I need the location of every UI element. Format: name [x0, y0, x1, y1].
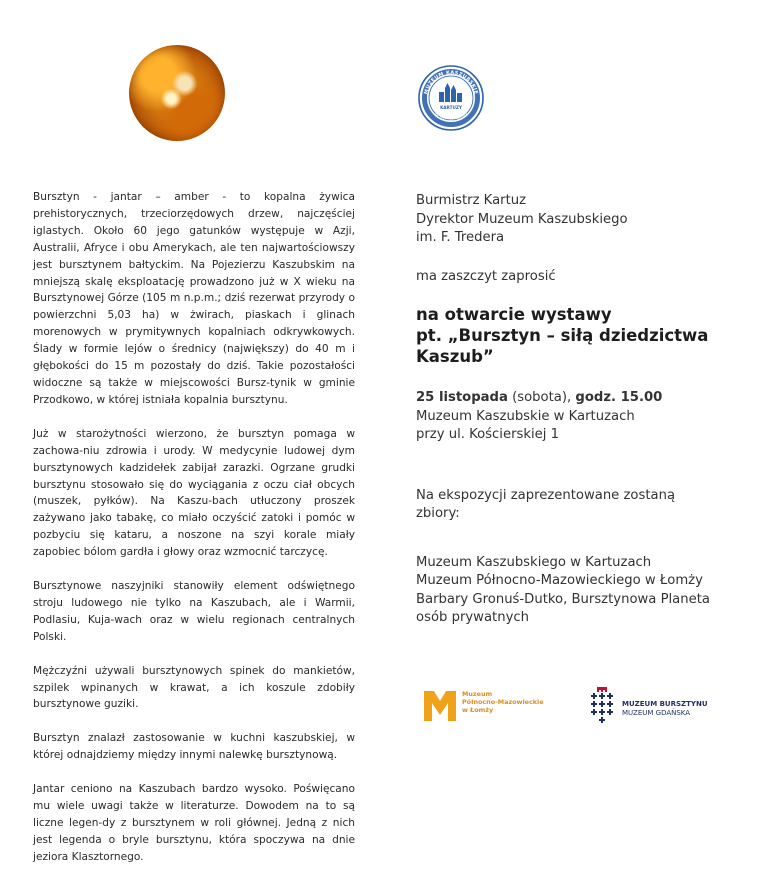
amber-history-text [33, 189, 355, 883]
paragraph: Już w starożytności wierzono, że bursztyn pomaga w zachowa-niu zdrowia i urody. W medycynie ludowej dym bursztynowych kadzidełek zabijał zarazki. Ogrzane grudki bursztynu stosowało się do wyciągania z oczu ciał obcych (muszek, pyłków). Na Kaszu-bach utłuczony proszek zażywano jako tabakę, co miało oczyścić zatoki i pomóc w pozbyciu się kataru, a noszone na szyi korale miały zapobiec bólom gardła i głowy oraz wzmocnić tarczycę. [33, 427, 355, 559]
mpm-text-line: Muzeum [462, 690, 493, 698]
collection-item: Muzeum Północno-Mazowieckiego w Łomży [416, 573, 703, 588]
invite-line: ma zaszczyt zaprosić [416, 268, 556, 284]
info-line: Na ekspozycji zaprezentowane zostaną [416, 487, 676, 503]
venue-line: Muzeum Kaszubskie w Kartuzach [416, 408, 635, 424]
muzeum-bursztynu-logo [588, 686, 748, 726]
mb-subtitle: MUZEUM GDAŃSKA [622, 709, 691, 717]
mpm-mark-icon [422, 687, 458, 723]
title-line: pt. „Bursztyn – siłą dziedzictwa [416, 326, 709, 345]
host-line: im. F. Tredera [416, 230, 505, 245]
seal-ring-text: MUZEUM KASZUBSKIE [423, 69, 479, 95]
muzeum-polnocno-mazowieckie-logo [422, 687, 572, 723]
exhibition-title [416, 304, 746, 367]
venue-line: przy ul. Kościerskiej 1 [416, 427, 560, 442]
paragraph: Bursztyn znalazł zastosowanie w kuchni kaszubskiej, w której odnajdziemy między innymi nalewkę bursztynową. [33, 732, 355, 762]
mpm-text-line: Północno-Mazowieckie [462, 698, 544, 706]
mb-title: MUZEUM BURSZTYNU [622, 700, 708, 708]
host-line: Burmistrz Kartuz [416, 193, 527, 208]
collection-item: Muzeum Kaszubskiego w Kartuzach [416, 554, 652, 570]
event-date: 25 listopada [416, 390, 508, 405]
paragraph: Jantar ceniono na Kaszubach bardzo wysoko. Poświęcano mu wiele uwagi także w literaturze. Dowodem na to są liczne legen-dy z bursztynem w roli głównej. Jedną z nich jest legenda o bryle bursztynu, która spoczywa na dnie jeziora Klasztornego. [33, 783, 355, 863]
event-time: godz. 15.00 [575, 390, 663, 405]
paragraph: Mężczyźni używali bursztynowych spinek do mankietów, szpilek wpinanych w krawat, a ich koszule zdobiły bursztynowe guziki. [33, 664, 355, 711]
seal-ring-bottom-text: im. Franciszka Tredera [433, 111, 469, 124]
invitation-block [416, 192, 746, 628]
museum-seal-logo [418, 65, 484, 131]
collections-list [416, 554, 746, 628]
muzeum-gdanska-crest-icon [588, 686, 616, 726]
collection-item: osób prywatnych [416, 610, 529, 625]
paragraph: Bursztyn - jantar – amber - to kopalna żywica prehistorycznych, trzeciorzędowych drzew, najczęściej iglastych. Około 60 jego gatunków występuje w Azji, Australii, Afryce i obu Amerykach, ale ten najwartościowszy jest bursztynem bałtyckim. Na Pojezierzu Kaszubskim na mniejszą skalę eksploatację prowadzono już w X wieku na Bursztynowej Górze (105 m n.p.m.; dziś rezerwat przyrody o powierzchni 5,03 ha) w żwirach, piaskach i glinach morenowych w prymitywnych kopalniach odkrywkowych. Ślady w formie lejów o średnicy (największy) do 40 m i głębokości do 15 m pozostały do dziś. Takie pozostałości widoczne są także w miejscowości Bursz-tynik w gminie Przodkowo, w której istniała kopalnia bursztynu. [33, 191, 355, 406]
info-line: zbiory: [416, 506, 460, 521]
exhibition-info [416, 487, 746, 524]
paragraph: Bursztynowe naszyjniki stanowiły element odświętnego stroju ludowego nie tylko na Kaszubach, ale i Warmii, Podlasiu, Kuja-wach oraz w wielu regionach centralnych Polski. [33, 580, 355, 643]
amber-photo [129, 45, 225, 141]
seal-center-text: KARTUZY [440, 105, 462, 110]
date-time-line [416, 389, 746, 408]
event-weekday: (sobota), [507, 390, 576, 405]
host-line: Dyrektor Muzeum Kaszubskiego [416, 211, 628, 227]
title-line: na otwarcie wystawy [416, 305, 612, 324]
title-line: Kaszub” [416, 347, 494, 366]
event-details [416, 389, 746, 445]
collection-item: Barbary Gronuś-Dutko, Bursztynowa Planeta [416, 591, 710, 607]
mpm-text-line: w Łomży [462, 706, 494, 714]
